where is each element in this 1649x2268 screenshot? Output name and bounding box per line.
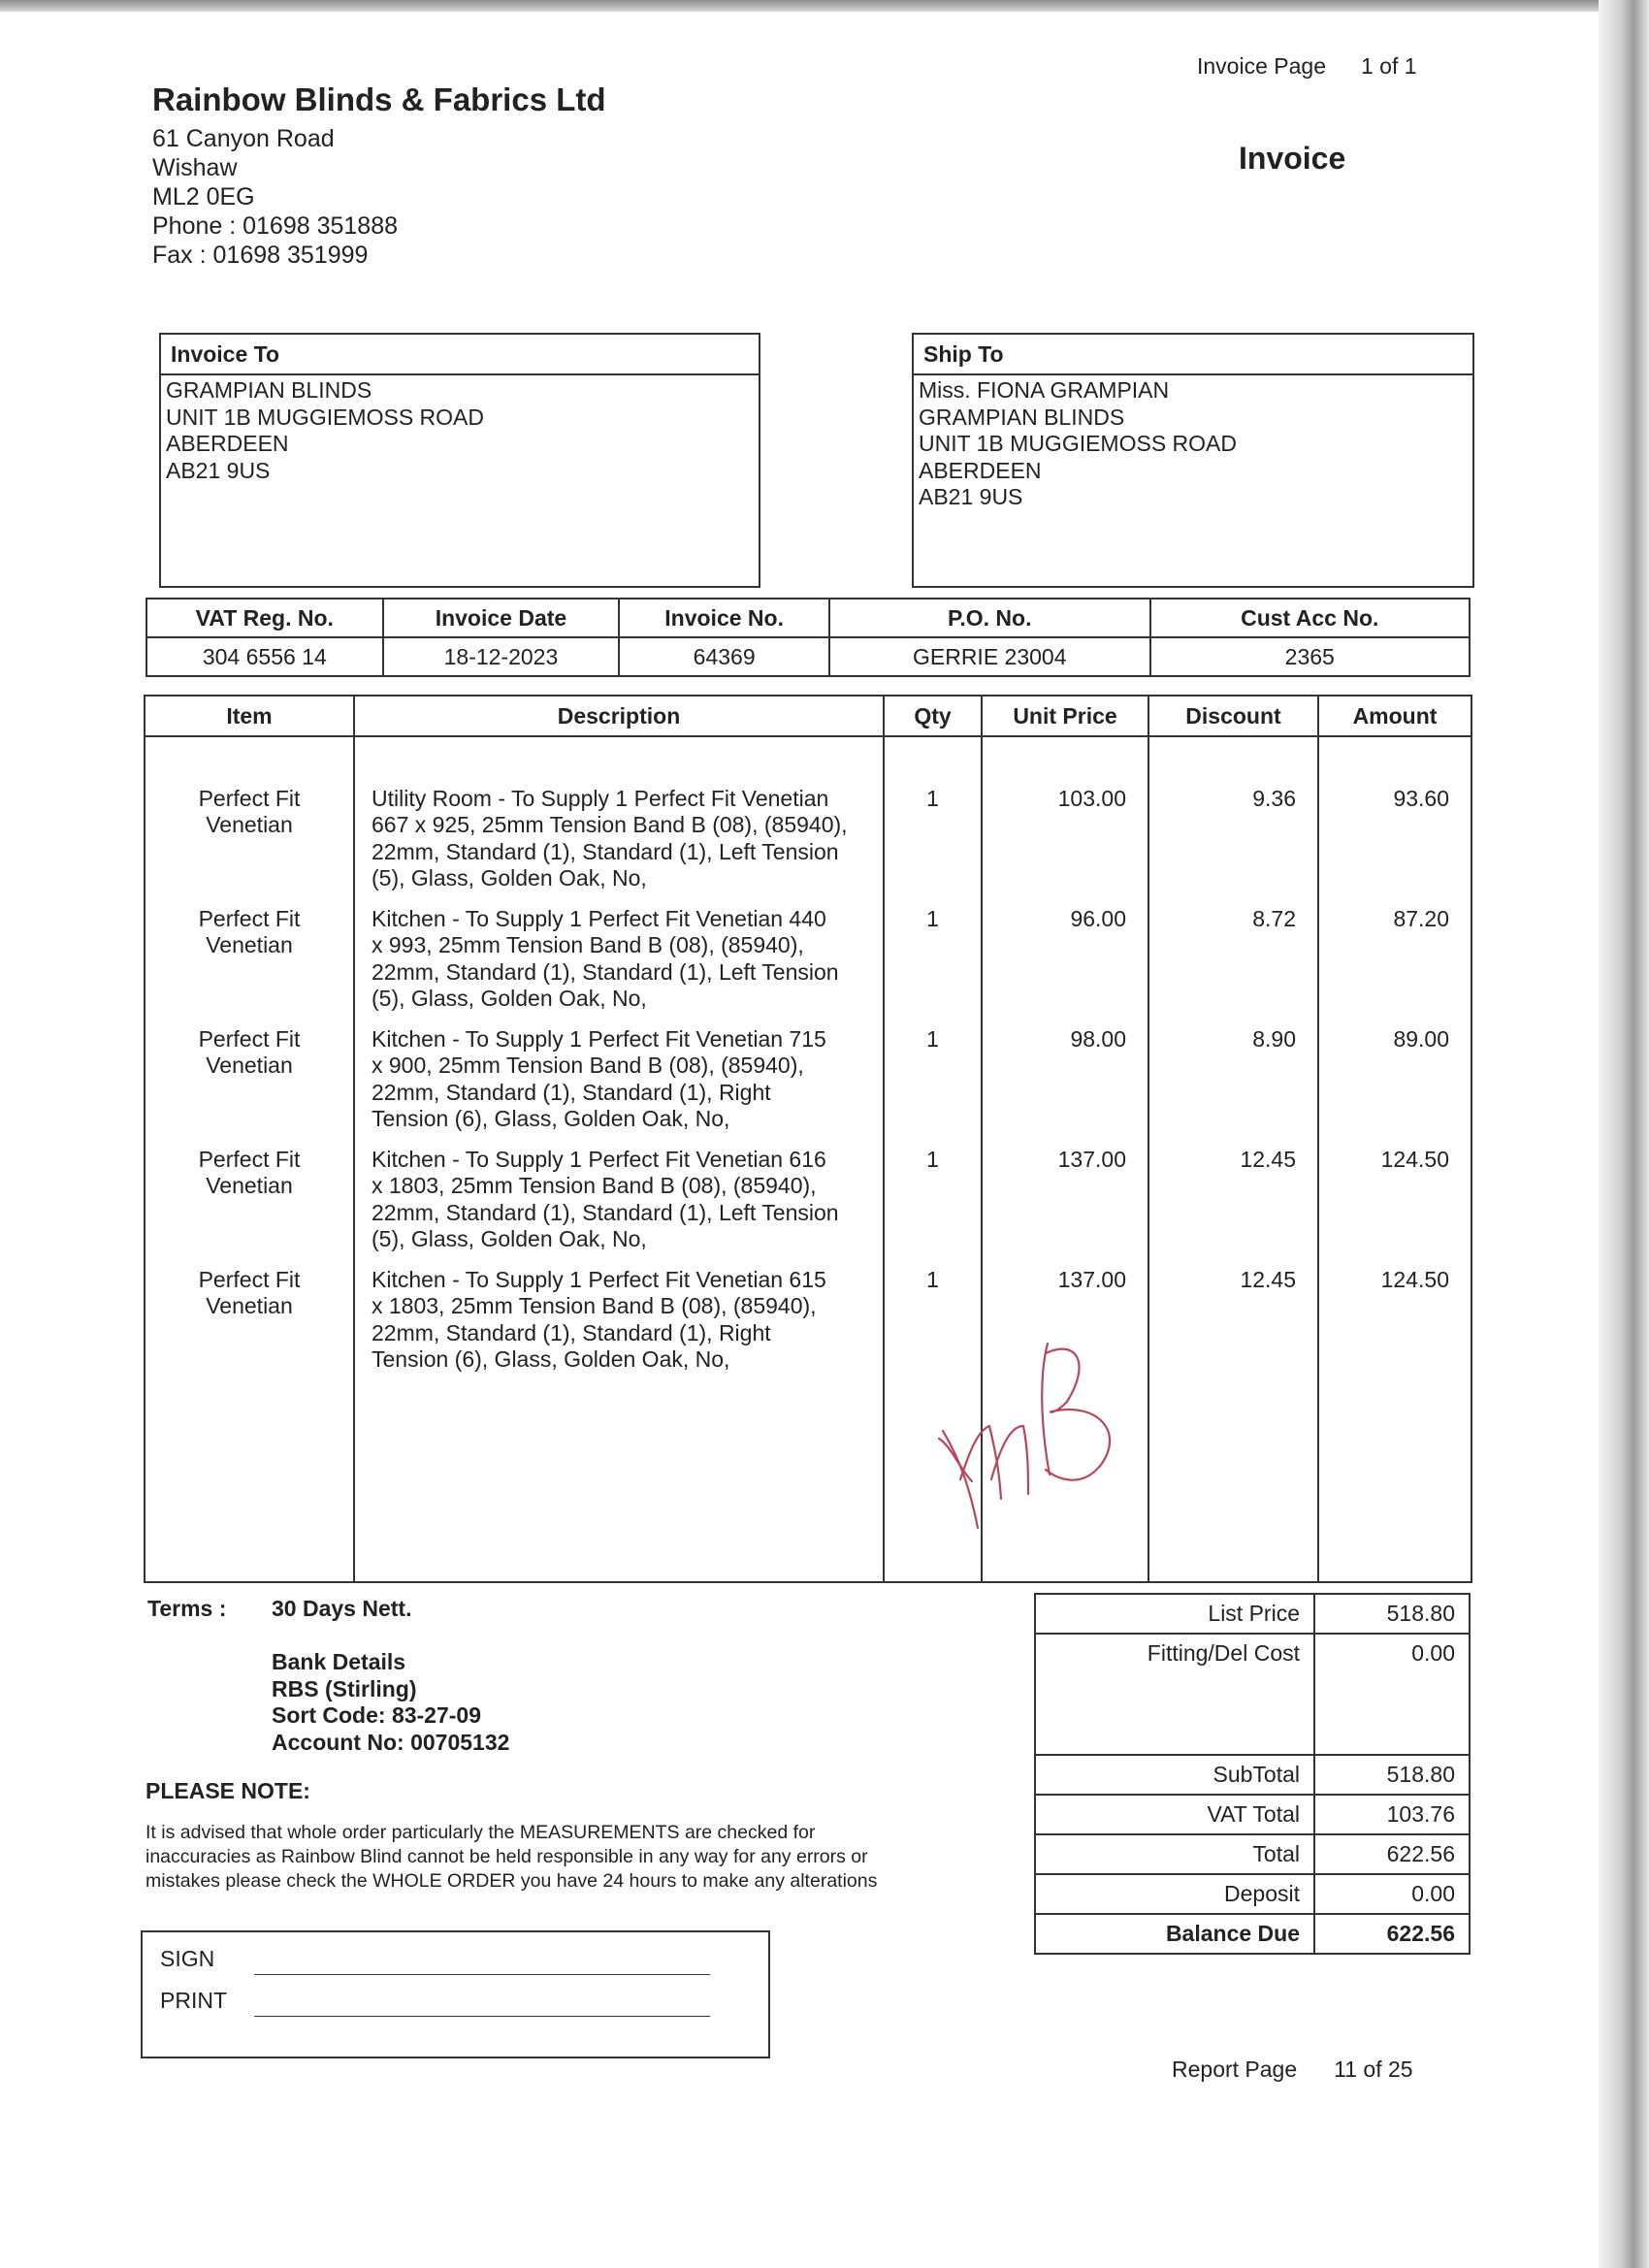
- vat-total-label: VAT Total: [1035, 1795, 1314, 1834]
- invoice-to-line: GRAMPIAN BLINDS: [166, 377, 372, 403]
- handwritten-initials-mark: [931, 1334, 1145, 1547]
- table-filler-row: [145, 1387, 1471, 1582]
- item-qty: 1: [884, 1147, 982, 1267]
- vat-total-value: 103.76: [1314, 1795, 1470, 1834]
- items-header-row: [145, 696, 1471, 736]
- report-page-footer: [1172, 2057, 1413, 2083]
- ship-to-heading: Ship To: [914, 335, 1472, 375]
- company-name: Rainbow Blinds & Fabrics Ltd: [152, 81, 606, 117]
- item-unit-price: 137.00: [982, 1147, 1148, 1267]
- item-unit-price: 96.00: [982, 906, 1148, 1026]
- item-qty: 1: [884, 736, 982, 906]
- company-address-line: 61 Canyon Road: [152, 125, 335, 152]
- invoice-number-value: 64369: [619, 637, 829, 676]
- ship-to-line: ABERDEEN: [919, 457, 1042, 483]
- subtotal-label: SubTotal: [1035, 1755, 1314, 1795]
- item-amount: 124.50: [1318, 1147, 1471, 1267]
- items-header: Qty: [884, 696, 982, 736]
- item-unit-price: 98.00: [982, 1026, 1148, 1147]
- please-note-text: [146, 1821, 999, 1894]
- item-name: [145, 1147, 354, 1267]
- item-name-line: Perfect Fit: [198, 1026, 301, 1052]
- item-name-line: Perfect Fit: [198, 906, 301, 931]
- desc-line: x 900, 25mm Tension Band B (08), (85940),: [372, 1053, 804, 1079]
- total-value: 622.56: [1314, 1834, 1470, 1874]
- desc-line: Kitchen - To Supply 1 Perfect Fit Venetian 616: [372, 1147, 826, 1172]
- empty-cell: [145, 1387, 354, 1582]
- subtotal-value: 518.80: [1314, 1755, 1470, 1795]
- scan-edge-right: [1599, 0, 1649, 2268]
- invoice-to-heading: Invoice To: [161, 335, 759, 375]
- list-price-value: 518.80: [1314, 1594, 1470, 1634]
- deposit-label: Deposit: [1035, 1874, 1314, 1914]
- ship-to-box: [912, 333, 1474, 588]
- desc-line: (5), Glass, Golden Oak, No,: [372, 864, 647, 891]
- item-amount: 89.00: [1318, 1026, 1471, 1147]
- item-description: [354, 1267, 884, 1387]
- company-fax: Fax : 01698 351999: [152, 242, 369, 269]
- scan-edge-top: [0, 0, 1649, 12]
- report-page-label: Report Page: [1172, 2057, 1298, 2082]
- totals-row-deposit: [1035, 1874, 1470, 1914]
- terms-label: Terms :: [147, 1596, 227, 1621]
- invoice-to-line: UNIT 1B MUGGIEMOSS ROAD: [166, 404, 485, 430]
- item-name-line: Perfect Fit: [198, 1267, 301, 1292]
- item-name: [145, 1026, 354, 1147]
- sign-print-box: [141, 1930, 770, 2058]
- fitting-value: 0.00: [1314, 1634, 1470, 1755]
- empty-cell: [1148, 1387, 1318, 1582]
- please-note-heading: PLEASE NOTE:: [146, 1778, 310, 1803]
- desc-line: (5), Glass, Golden Oak, No,: [372, 1225, 647, 1251]
- desc-line: 667 x 925, 25mm Tension Band B (08), (85940),: [372, 812, 848, 838]
- totals-row-vat: [1035, 1795, 1470, 1834]
- items-header: Amount: [1318, 696, 1471, 736]
- items-header: Unit Price: [982, 696, 1148, 736]
- desc-line: x 1803, 25mm Tension Band B (08), (85940),: [372, 1293, 817, 1319]
- item-qty: 1: [884, 1026, 982, 1147]
- deposit-value: 0.00: [1314, 1874, 1470, 1914]
- sign-label: SIGN: [160, 1946, 215, 1971]
- invoice-to-box: [159, 333, 760, 588]
- note-line: inaccuracies as Rainbow Blind cannot be held responsible in any way for any errors or: [146, 1846, 868, 1867]
- item-amount: 124.50: [1318, 1267, 1471, 1387]
- item-discount: 8.90: [1148, 1026, 1318, 1147]
- desc-line: Kitchen - To Supply 1 Perfect Fit Venetian 440: [372, 906, 826, 931]
- item-qty: 1: [884, 1267, 982, 1387]
- meta-header: P.O. No.: [829, 599, 1150, 637]
- item-unit-price: 137.00: [982, 1267, 1148, 1387]
- items-header: Description: [354, 696, 884, 736]
- desc-line: (5), Glass, Golden Oak, No,: [372, 985, 647, 1011]
- item-discount: 9.36: [1148, 736, 1318, 906]
- item-discount: 12.45: [1148, 1267, 1318, 1387]
- terms-value: 30 Days Nett.: [272, 1596, 412, 1621]
- ship-to-line: UNIT 1B MUGGIEMOSS ROAD: [919, 431, 1238, 456]
- desc-line: 22mm, Standard (1), Standard (1), Left Tension: [372, 1199, 839, 1225]
- balance-due-label: Balance Due: [1035, 1914, 1314, 1954]
- item-amount: 87.20: [1318, 906, 1471, 1026]
- ship-to-line: GRAMPIAN BLINDS: [919, 404, 1125, 430]
- desc-line: x 993, 25mm Tension Band B (08), (85940),: [372, 932, 804, 958]
- sign-line[interactable]: [254, 1974, 710, 1975]
- item-name: [145, 906, 354, 1026]
- cust-acc-value: 2365: [1150, 637, 1470, 676]
- line-items-table: [144, 695, 1472, 1583]
- meta-header: VAT Reg. No.: [146, 599, 383, 637]
- items-header: Item: [145, 696, 354, 736]
- bank-details-heading: Bank Details: [272, 1649, 406, 1674]
- invoice-page-value: 1 of 1: [1360, 53, 1417, 79]
- item-unit-price: 103.00: [982, 736, 1148, 906]
- invoice-page-label: Invoice Page: [1197, 53, 1326, 79]
- item-description: [354, 1147, 884, 1267]
- item-name-line: Perfect Fit: [198, 786, 301, 811]
- print-label: PRINT: [160, 1988, 227, 2013]
- total-label: Total: [1035, 1834, 1314, 1874]
- meta-header: Invoice Date: [383, 599, 620, 637]
- bank-account-number: Account No: 00705132: [272, 1729, 510, 1755]
- item-name-line: Venetian: [206, 1293, 293, 1319]
- ship-to-line: Miss. FIONA GRAMPIAN: [919, 377, 1170, 403]
- desc-line: Utility Room - To Supply 1 Perfect Fit Venetian: [372, 786, 829, 811]
- fitting-label: Fitting/Del Cost: [1035, 1634, 1314, 1755]
- totals-row-total: [1035, 1834, 1470, 1874]
- item-description: [354, 1026, 884, 1147]
- item-name: [145, 736, 354, 906]
- totals-row-balance: [1035, 1914, 1470, 1954]
- desc-line: Tension (6), Glass, Golden Oak, No,: [372, 1105, 730, 1131]
- desc-line: Kitchen - To Supply 1 Perfect Fit Venetian 715: [372, 1026, 826, 1052]
- item-description: [354, 906, 884, 1026]
- bank-name: RBS (Stirling): [272, 1675, 417, 1701]
- desc-line: Tension (6), Glass, Golden Oak, No,: [372, 1345, 730, 1372]
- totals-row-list-price: [1035, 1594, 1470, 1634]
- invoice-page-indicator: [1197, 53, 1417, 80]
- desc-line: 22mm, Standard (1), Standard (1), Right: [372, 1079, 771, 1105]
- meta-value-row: [146, 637, 1470, 676]
- print-line[interactable]: [254, 2016, 710, 2017]
- item-name-line: Venetian: [206, 932, 293, 958]
- desc-line: 22mm, Standard (1), Standard (1), Left Tension: [372, 838, 839, 864]
- item-qty: 1: [884, 906, 982, 1026]
- desc-line: Kitchen - To Supply 1 Perfect Fit Venetian 615: [372, 1267, 826, 1292]
- item-discount: 12.45: [1148, 1147, 1318, 1267]
- meta-header: Cust Acc No.: [1150, 599, 1470, 637]
- report-page-value: 11 of 25: [1334, 2057, 1413, 2082]
- table-row: [145, 736, 1471, 906]
- meta-header: Invoice No.: [619, 599, 829, 637]
- item-discount: 8.72: [1148, 906, 1318, 1026]
- invoice-date-value: 18-12-2023: [383, 637, 620, 676]
- vat-reg-value: 304 6556 14: [146, 637, 383, 676]
- note-line: It is advised that whole order particularly the MEASUREMENTS are checked for: [146, 1822, 816, 1843]
- list-price-label: List Price: [1035, 1594, 1314, 1634]
- item-name-line: Venetian: [206, 1053, 293, 1079]
- document-title: Invoice: [1239, 141, 1346, 176]
- item-name: [145, 1267, 354, 1387]
- company-phone: Phone : 01698 351888: [152, 212, 399, 240]
- desc-line: 22mm, Standard (1), Standard (1), Right: [372, 1319, 771, 1345]
- po-number-value: GERRIE 23004: [829, 637, 1150, 676]
- ship-to-address: [914, 375, 1472, 511]
- company-address-line: Wishaw: [152, 154, 238, 181]
- company-address: [152, 124, 398, 270]
- bank-sort-code: Sort Code: 83-27-09: [272, 1702, 482, 1728]
- meta-header-row: [146, 599, 1470, 637]
- bank-details: [272, 1649, 509, 1756]
- company-address-line: ML2 0EG: [152, 183, 255, 211]
- balance-due-value: 622.56: [1314, 1914, 1470, 1954]
- invoice-to-line: ABERDEEN: [166, 431, 289, 456]
- item-amount: 93.60: [1318, 736, 1471, 906]
- item-description: [354, 736, 884, 906]
- item-name-line: Venetian: [206, 1173, 293, 1199]
- invoice-meta-table: [146, 598, 1471, 677]
- invoice-to-address: [161, 375, 759, 484]
- totals-table: [1034, 1593, 1471, 1955]
- desc-line: x 1803, 25mm Tension Band B (08), (85940),: [372, 1173, 817, 1199]
- table-row: [145, 906, 1471, 1026]
- table-row: [145, 1147, 1471, 1267]
- ship-to-line: AB21 9US: [919, 484, 1023, 509]
- item-name-line: Perfect Fit: [198, 1147, 301, 1172]
- desc-line: 22mm, Standard (1), Standard (1), Left Tension: [372, 958, 839, 985]
- invoice-to-line: AB21 9US: [166, 457, 271, 483]
- totals-row-fitting: [1035, 1634, 1470, 1755]
- empty-cell: [354, 1387, 884, 1582]
- note-line: mistakes please check the WHOLE ORDER you have 24 hours to make any alterations: [146, 1870, 878, 1892]
- table-row: [145, 1267, 1471, 1387]
- items-header: Discount: [1148, 696, 1318, 736]
- totals-row-subtotal: [1035, 1755, 1470, 1795]
- empty-cell: [1318, 1387, 1471, 1582]
- item-name-line: Venetian: [206, 812, 293, 838]
- table-row: [145, 1026, 1471, 1147]
